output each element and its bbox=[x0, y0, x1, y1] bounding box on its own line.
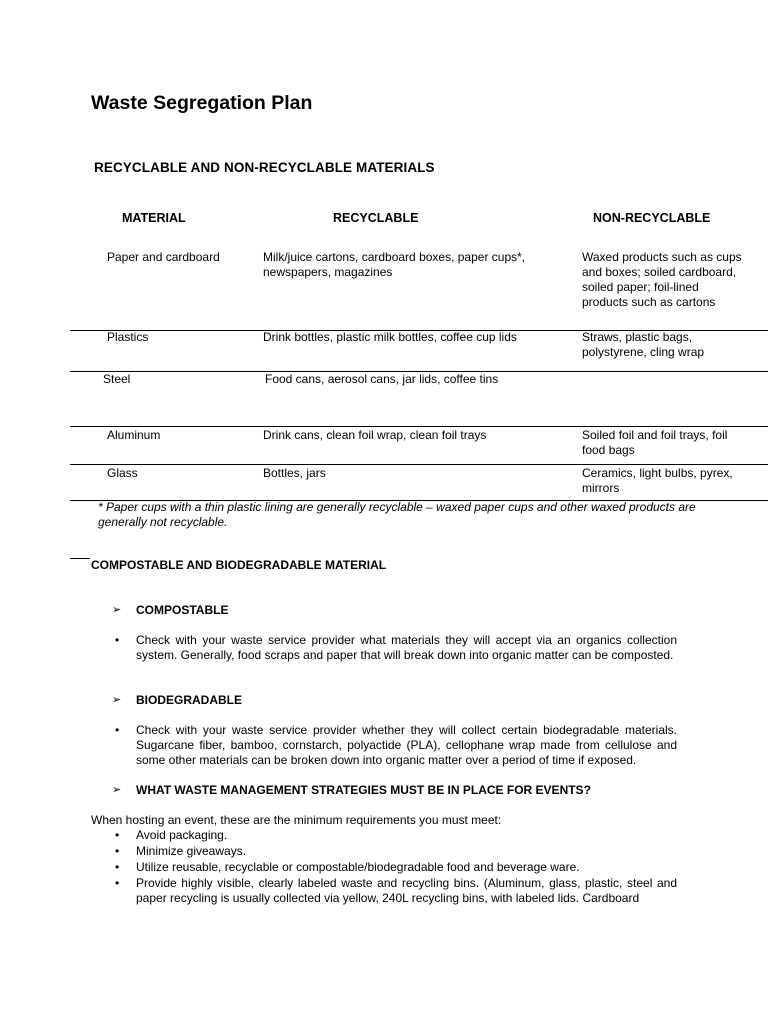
bullet-icon: • bbox=[115, 860, 120, 874]
list-item-text: Provide highly visible, clearly labeled waste and recycling bins. (Aluminum, glass, plastic, steel and paper recycling is usually collected via yellow, 240L recycling bins, with labeled lids. Cardboard bbox=[136, 876, 677, 905]
non-recyclable-cell: Soiled foil and foil trays, foil food bags bbox=[582, 428, 728, 457]
section-heading-recyclable: RECYCLABLE AND NON-RECYCLABLE MATERIALS bbox=[94, 160, 435, 175]
material-cell: Aluminum bbox=[107, 428, 161, 442]
bullet-icon: • bbox=[115, 633, 120, 647]
recyclable-cell: Food cans, aerosol cans, jar lids, coffee tins bbox=[265, 372, 499, 386]
material-cell: Glass bbox=[107, 466, 138, 480]
bullet-icon: • bbox=[115, 723, 120, 737]
list-item-text: Minimize giveaways. bbox=[136, 844, 247, 858]
page-title: Waste Segregation Plan bbox=[91, 92, 313, 114]
material-cell: Paper and cardboard bbox=[107, 250, 220, 264]
non-recyclable-cell: Waxed products such as cups and boxes; soiled cardboard, soiled paper; foil-lined products such as cartons bbox=[582, 250, 742, 309]
arrow-bullet-icon: ➢ bbox=[112, 604, 122, 616]
biodegradable-paragraph: Check with your waste service provider whether they will collect certain biodegradable materials. Sugarcane fiber, bamboo, cornstarch, polyactide (PLA), cellophane wrap made from cellulose and some other materials can be broken down into organic matter over a period of time if exposed. bbox=[136, 723, 677, 767]
strategies-intro: When hosting an event, these are the minimum requirements you must meet: bbox=[91, 813, 502, 827]
column-header-recyclable: RECYCLABLE bbox=[333, 211, 419, 225]
subheading-strategies: WHAT WASTE MANAGEMENT STRATEGIES MUST BE IN PLACE FOR EVENTS? bbox=[136, 783, 591, 797]
table-row-divider bbox=[70, 464, 768, 465]
recyclable-cell: Drink cans, clean foil wrap, clean foil trays bbox=[263, 428, 487, 442]
arrow-bullet-icon: ➢ bbox=[112, 784, 122, 796]
recyclable-cell: Milk/juice cartons, cardboard boxes, paper cups*, newspapers, magazines bbox=[263, 250, 526, 279]
column-header-non-recyclable: NON-RECYCLABLE bbox=[593, 211, 711, 225]
bullet-icon: • bbox=[115, 844, 120, 858]
material-cell: Steel bbox=[103, 372, 131, 386]
arrow-bullet-icon: ➢ bbox=[112, 694, 122, 706]
non-recyclable-cell: Straws, plastic bags, polystyrene, cling wrap bbox=[582, 330, 705, 359]
list-item-text: Utilize reusable, recyclable or compostable/biodegradable food and beverage ware. bbox=[136, 860, 580, 874]
bullet-icon: • bbox=[115, 828, 120, 842]
subheading-biodegradable: BIODEGRADABLE bbox=[136, 693, 243, 707]
non-recyclable-cell: Ceramics, light bulbs, pyrex, mirrors bbox=[582, 466, 733, 495]
list-item-text: Avoid packaging. bbox=[136, 828, 228, 842]
material-cell: Plastics bbox=[107, 330, 149, 344]
subheading-compostable: COMPOSTABLE bbox=[136, 603, 229, 617]
table-row-divider bbox=[70, 426, 768, 427]
recyclable-cell: Drink bottles, plastic milk bottles, coffee cup lids bbox=[263, 330, 517, 344]
section-divider bbox=[70, 558, 90, 559]
compostable-paragraph: Check with your waste service provider what materials they will accept via an organics collection system. Generally, food scraps and paper that will break down into organic matter can be composted. bbox=[136, 633, 677, 662]
bullet-icon: • bbox=[115, 876, 120, 890]
recyclable-cell: Bottles, jars bbox=[263, 466, 326, 480]
section-heading-compostable: COMPOSTABLE AND BIODEGRADABLE MATERIAL bbox=[91, 558, 387, 572]
table-footnote: * Paper cups with a thin plastic lining are generally recyclable – waxed paper cups and other waxed products are generally not recyclable. bbox=[98, 500, 696, 529]
column-header-material: MATERIAL bbox=[122, 211, 186, 225]
